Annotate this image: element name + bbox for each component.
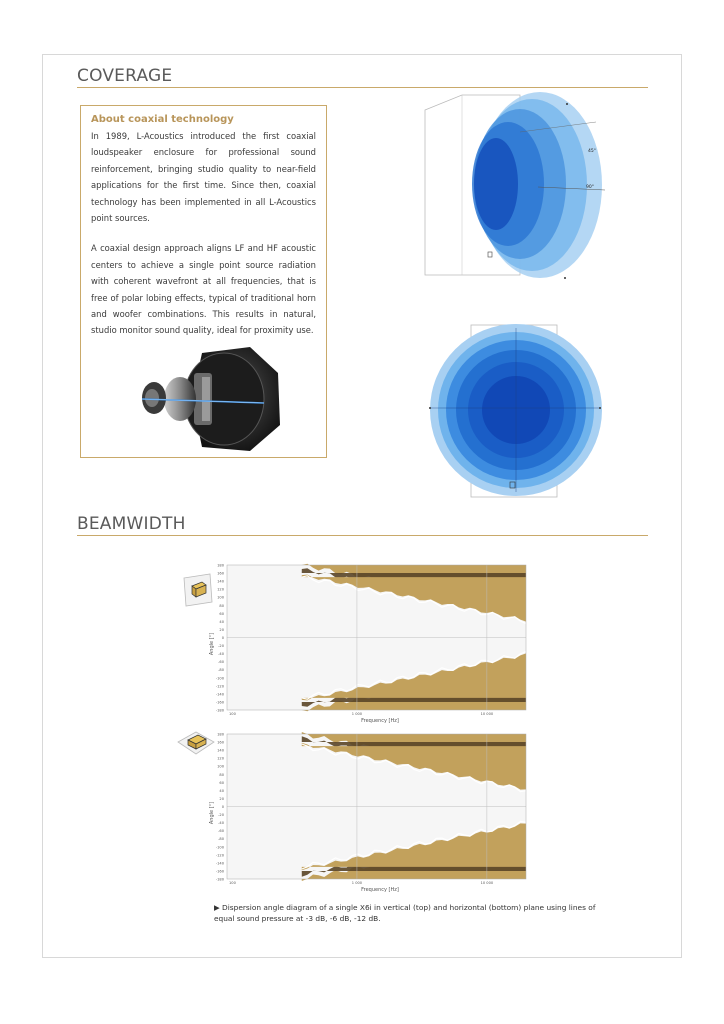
y-tick-label: 40 — [219, 788, 224, 793]
x-tick-labels — [229, 712, 494, 716]
x-tick-label: 10 000 — [480, 881, 494, 885]
y-tick-labels — [216, 564, 225, 713]
y-tick-label: -180 — [215, 708, 224, 713]
coverage-front-diagram — [424, 320, 604, 500]
y-tick-label: 160 — [217, 740, 224, 745]
y-tick-label: -160 — [215, 869, 224, 874]
y-tick-label: -60 — [218, 660, 224, 665]
x-tick-label: 1 000 — [351, 881, 363, 885]
y-tick-label: -20 — [218, 644, 224, 649]
y-tick-label: -140 — [215, 861, 224, 866]
y-axis-label: Angle [°] — [209, 801, 215, 825]
dispersion-chart-horizontal-svg — [205, 731, 535, 894]
info-box-heading: About coaxial technology — [91, 114, 234, 125]
y-tick-label: 80 — [219, 603, 224, 608]
y-tick-label: -40 — [218, 652, 224, 657]
x-axis-label: Frequency [Hz] — [361, 718, 399, 724]
dispersion-chart-horizontal — [205, 731, 535, 894]
y-tick-label: -180 — [215, 877, 224, 882]
x-tick-label: 1 000 — [351, 712, 363, 716]
coverage-side-diagram — [420, 92, 610, 284]
y-tick-label: 120 — [217, 587, 224, 592]
y-tick-label: 180 — [217, 732, 224, 737]
y-tick-label: 0 — [221, 636, 224, 640]
x-tick-label: 10 000 — [480, 712, 494, 716]
figure-caption — [214, 902, 604, 924]
caption-marker-icon: ▶ — [214, 903, 220, 912]
y-tick-label: 80 — [219, 772, 224, 777]
y-tick-label: -140 — [215, 692, 224, 697]
coaxial-driver-photo-icon — [132, 343, 282, 455]
y-tick-label: -40 — [218, 821, 224, 826]
coverage-rule — [77, 87, 648, 88]
x-tick-label: 100 — [229, 712, 236, 716]
y-tick-label: -100 — [215, 676, 224, 681]
y-tick-label: 20 — [219, 796, 224, 801]
x-tick-label: 100 — [229, 881, 236, 885]
y-tick-label: 20 — [219, 627, 224, 632]
y-tick-label: 60 — [219, 780, 224, 785]
x-tick-labels — [229, 881, 494, 885]
y-tick-label: 180 — [217, 563, 224, 568]
y-tick-label: 140 — [217, 579, 224, 584]
y-tick-label: 60 — [219, 611, 224, 616]
beamwidth-rule — [77, 535, 648, 536]
y-tick-labels — [216, 733, 225, 882]
y-tick-label: -80 — [218, 837, 224, 842]
coverage-heading: COVERAGE — [77, 66, 173, 86]
y-tick-label: -160 — [215, 700, 224, 705]
info-paragraph-2: A coaxial design approach aligns LF and HF acoustic centers to achieve a single point source radiation with coherent wavefront at all frequencies, that is free of polar lobing effects, typical of traditional horn and woofer combinations. This results in natural, studio monitor sound quality, ideal for proximity use. — [91, 243, 316, 336]
y-tick-label: 0 — [221, 805, 224, 809]
y-tick-label: 100 — [217, 764, 224, 769]
y-tick-label: 40 — [219, 619, 224, 624]
y-tick-label: -60 — [218, 829, 224, 834]
y-tick-label: -20 — [218, 813, 224, 818]
y-tick-label: -120 — [215, 853, 224, 858]
y-tick-label: -100 — [215, 845, 224, 850]
dispersion-chart-vertical — [205, 562, 535, 725]
caption-text: Dispersion angle diagram of a single X6i in vertical (top) and horizontal (bottom) plane using lines of equal sound pressure at -3 dB, -6 dB, -12 dB. — [214, 903, 596, 923]
y-axis-label: Angle [°] — [209, 632, 215, 656]
y-tick-label: -120 — [215, 684, 224, 689]
side-angle-label-top: 45° — [588, 149, 596, 154]
side-angle-label-mid: 90° — [586, 185, 594, 190]
y-tick-label: 140 — [217, 748, 224, 753]
y-tick-label: 100 — [217, 595, 224, 600]
y-tick-label: -80 — [218, 668, 224, 673]
y-tick-label: 160 — [217, 571, 224, 576]
info-paragraph-1: In 1989, L-Acoustics introduced the first coaxial loudspeaker enclosure for professional sound reinforcement, bringing studio quality to near-field applications for the first time. Since then, coaxial technology has been implemented in all L-Acoustics point sources. — [91, 131, 316, 224]
beamwidth-heading: BEAMWIDTH — [77, 514, 186, 534]
dispersion-chart-vertical-svg — [205, 562, 535, 725]
y-tick-label: 120 — [217, 756, 224, 761]
x-axis-label: Frequency [Hz] — [361, 887, 399, 893]
